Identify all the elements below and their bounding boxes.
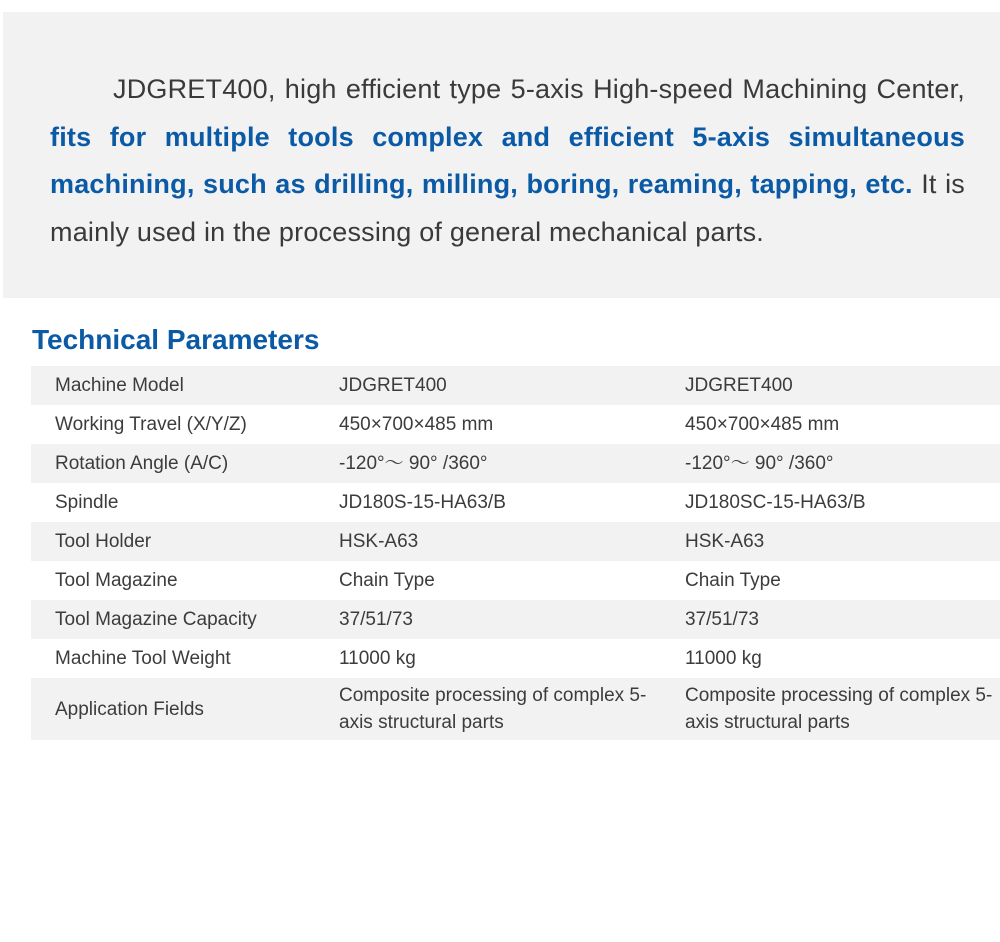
row-label: Machine Model (31, 366, 315, 405)
table-row (31, 561, 1000, 600)
row-value-1: HSK-A63 (315, 522, 661, 561)
row-value-2: 450×700×485 mm (661, 405, 1000, 444)
row-value-1: JD180S-15-HA63/B (315, 483, 661, 522)
row-value-2: JD180SC-15-HA63/B (661, 483, 1000, 522)
row-label: Tool Holder (31, 522, 315, 561)
intro-text-part1: JDGRET400, high efficient type 5-axis High-speed Machining Center, (113, 74, 965, 104)
row-value-1: Chain Type (315, 561, 661, 600)
row-label: Spindle (31, 483, 315, 522)
row-value-2: Composite processing of complex 5-axis structural parts (661, 678, 1000, 740)
table-row (31, 405, 1000, 444)
row-value-1: 11000 kg (315, 639, 661, 678)
table-row (31, 366, 1000, 405)
table-row (31, 639, 1000, 678)
row-value-2: HSK-A63 (661, 522, 1000, 561)
row-value-2: -120°～ 90° /360° (661, 444, 1000, 483)
table-row (31, 600, 1000, 639)
table-row (31, 522, 1000, 561)
table-row (31, 483, 1000, 522)
table-row (31, 444, 1000, 483)
row-value-1: 37/51/73 (315, 600, 661, 639)
row-value-2: 37/51/73 (661, 600, 1000, 639)
section-title: Technical Parameters (32, 324, 320, 355)
row-value-2: 11000 kg (661, 639, 1000, 678)
row-value-2: JDGRET400 (661, 366, 1000, 405)
parameters-table (31, 366, 1000, 740)
row-label: Machine Tool Weight (31, 639, 315, 678)
row-value-1: JDGRET400 (315, 366, 661, 405)
intro-paragraph (50, 66, 965, 256)
row-value-1: -120°～ 90° /360° (315, 444, 661, 483)
intro-text-part2: It is mainly used in the processing of general mechanical parts. (50, 169, 965, 247)
row-label: Application Fields (31, 678, 315, 740)
table-row (31, 678, 1000, 740)
row-value-2: Chain Type (661, 561, 1000, 600)
row-value-1: Composite processing of complex 5-axis structural parts (315, 678, 661, 740)
row-value-1: 450×700×485 mm (315, 405, 661, 444)
row-label: Rotation Angle (A/C) (31, 444, 315, 483)
row-label: Working Travel (X/Y/Z) (31, 405, 315, 444)
intro-highlight: fits for multiple tools complex and efficient 5-axis simultaneous machining, such as drilling, milling, boring, reaming, tapping, etc. (50, 121, 965, 199)
row-label: Tool Magazine Capacity (31, 600, 315, 639)
row-label: Tool Magazine (31, 561, 315, 600)
